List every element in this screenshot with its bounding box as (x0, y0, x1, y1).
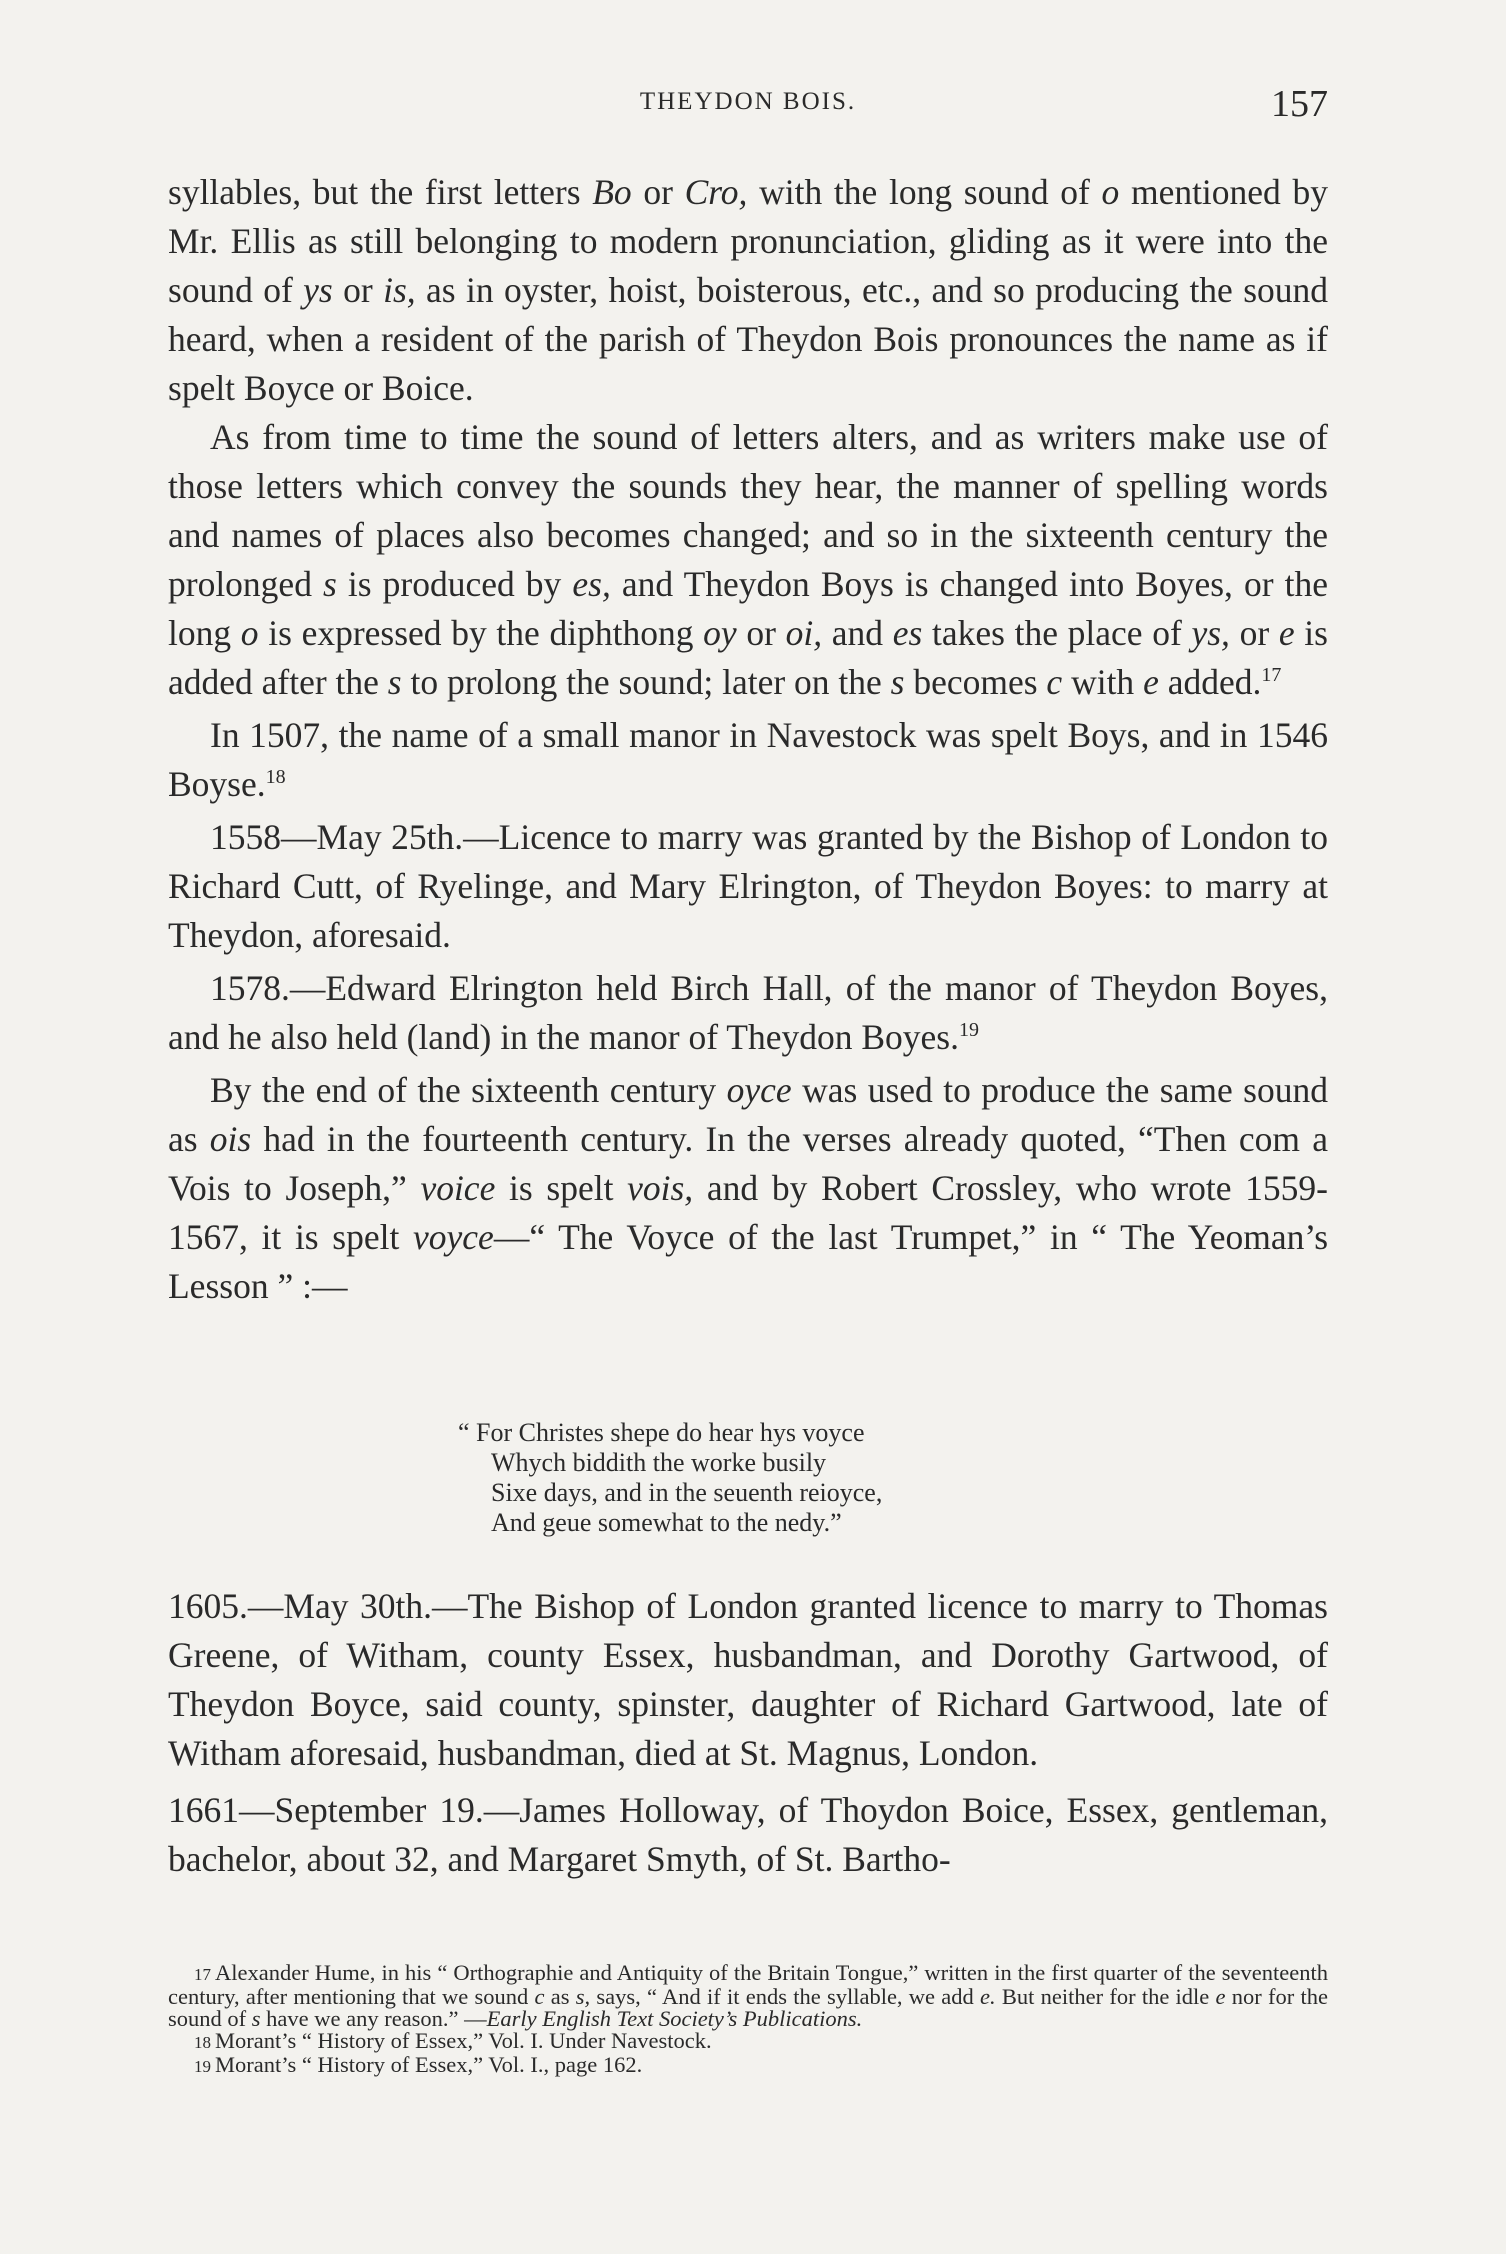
verse-line: “ For Christes shepe do hear hys voyce (458, 1418, 865, 1447)
page-number: 157 (1271, 83, 1328, 125)
paragraph-4: 1558—May 25th.—Licence to marry was granted by the Bishop of London to Richard Cutt, of Ryelinge, and Mary Elrington, of Theydon Boyes: to marry at Theydon, aforesaid. (168, 817, 1328, 955)
footnote-17: 17 Alexander Hume, in his “ Orthographie and Antiquity of the Britain Tongue,” written in the first quarter of the seventeenth century, after mentioning that we sound c as s, says, “ And if it ends the syllable, we add e. But neither for the idle e nor for the sound of s have we any reason.” —Early English Text Society’s Publications. (168, 1960, 1328, 2031)
main-text (168, 168, 1328, 1311)
footnote-ref-19: 19 (959, 1019, 980, 1042)
paragraph-6: By the end of the sixteenth century oyce was used to produce the same sound as ois had in the fourteenth century. In the verses already quoted, “Then com a Vois to Joseph,” voice is spelt vois, and by Robert Crossley, who wrote 1559-1567, it is spelt voyce—“ The Voyce of the last Trumpet,” in “ The Yeoman’s Lesson ” :— (168, 1070, 1329, 1306)
paragraph-8: 1661—September 19.—James Holloway, of Thoydon Boice, Essex, gentleman, bachelor, about 32, and Margaret Smyth, of St. Bartho- (168, 1790, 1328, 1879)
footnotes (168, 1962, 1328, 2078)
verse-quotation (458, 1418, 1178, 1538)
paragraph-2: As from time to time the sound of letters alters, and as writers make use of those letters which convey the sounds they hear, the manner of spelling words and names of places also becomes changed; and so in the sixteenth century the prolonged s is produced by es, and Theydon Boys is changed into Boyes, or the long o is expressed by the diphthong oy or oi, and es takes the place of ys, or e is added after the s to prolong the sound; later on the s becomes c with e added.$^{17}$ (168, 417, 1328, 702)
paragraph-7: 1605.—May 30th.—The Bishop of London granted licence to marry to Thomas Greene, of Witham, county Essex, husbandman, and Dorothy Gartwood, of Theydon Boyce, said county, spinster, daughter of Richard Gartwood, late of Witham aforesaid, husbandman, died at St. Magnus, London. (168, 1586, 1328, 1773)
footnote-ref-17: 17 (1261, 664, 1282, 687)
footnote-ref-18: 18 (265, 766, 286, 789)
verse-line: And geue somewhat to the nedy.” (491, 1508, 842, 1537)
verse-line: Whych biddith the worke busily (491, 1448, 827, 1477)
paragraph-5: 1578.—Edward Elrington held Birch Hall, of the manor of Theydon Boyes, and he also held (land) in the manor of Theydon Boyes.$^{19}$ (168, 968, 1328, 1057)
main-text-continued (168, 1582, 1328, 1884)
running-title: THEYDON BOIS. (639, 88, 857, 115)
footnote-19: 19 Morant’s “ History of Essex,” Vol. I., page 162. (194, 2052, 643, 2077)
page-header (168, 83, 1328, 138)
verse-line: Sixe days, and in the seuenth reioyce, (491, 1478, 883, 1507)
footnote-18: 18 Morant’s “ History of Essex,” Vol. I. Under Navestock. (194, 2028, 712, 2053)
paragraph-1: syllables, but the first letters Bo or Cro, with the long sound of o mentioned by Mr. Ellis as still belonging to modern pronunciation, gliding as it were into the sound of ys or is, as in oyster, hoist, boisterous, etc., and so producing the sound heard, when a resident of the parish of Theydon Bois pronounces the name as if spelt Boyce or Boice. (168, 172, 1329, 408)
paragraph-3: In 1507, the name of a small manor in Navestock was spelt Boys, and in 1546 Boyse.$^{18}$ (168, 715, 1328, 804)
